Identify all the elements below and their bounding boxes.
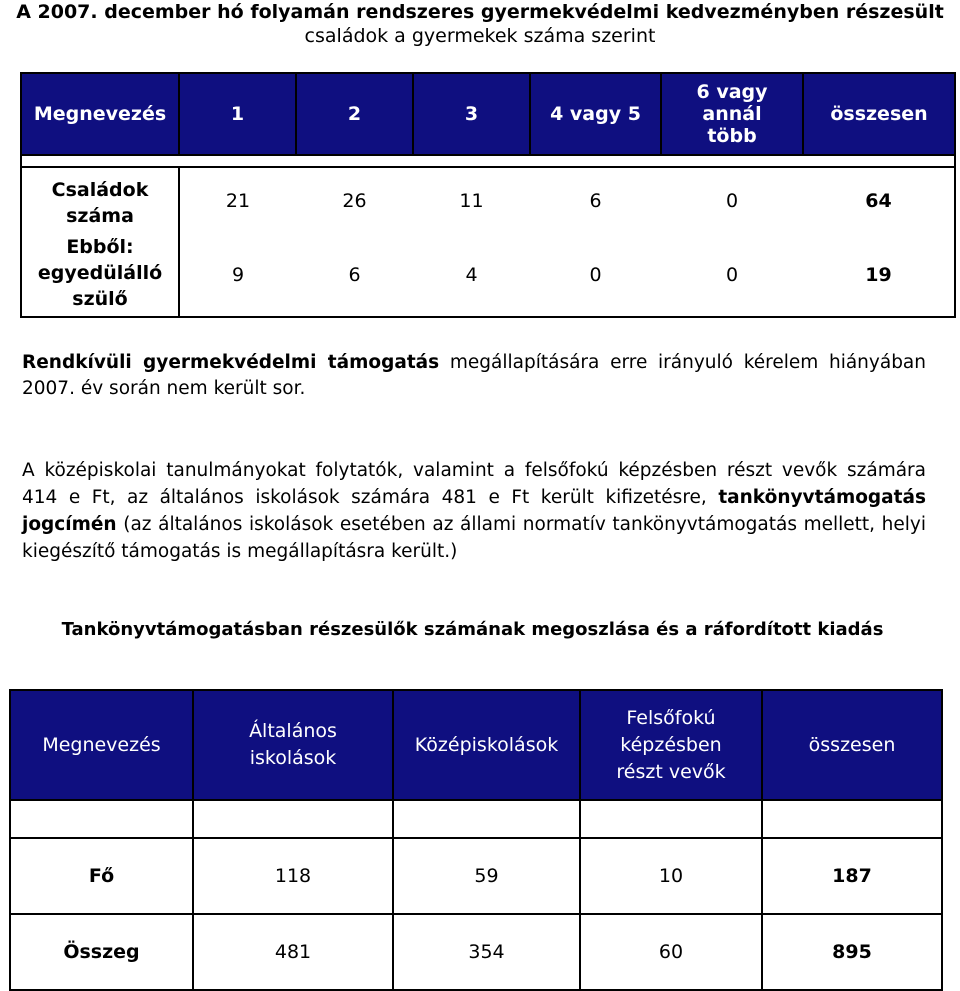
row-label: Összeg	[10, 914, 193, 990]
families-table-header	[21, 73, 955, 155]
table-row	[10, 838, 942, 914]
cell-value: 481	[193, 914, 393, 990]
textbook-table-header	[10, 690, 942, 800]
row-label: Ebből: egyedülálló szülő	[21, 234, 179, 317]
textbook-table	[9, 689, 943, 991]
paragraph-textbook-support	[22, 457, 926, 565]
cell-value: 0	[725, 264, 739, 286]
row-label: Fő	[10, 838, 193, 914]
cell-value: 10	[580, 838, 762, 914]
header-cell: 1	[179, 73, 296, 155]
section-subtitle: Tankönyvtámogatásban részesülők számának megoszlása és a ráfordított kiadás	[61, 619, 884, 640]
cell-value: 0	[725, 190, 739, 212]
row-total: 19	[865, 264, 892, 286]
header-cell: összesen	[830, 103, 928, 125]
cell-value: 9	[231, 264, 245, 286]
row-label: Családok száma	[21, 167, 179, 234]
row-total: 187	[762, 838, 942, 914]
paragraph-text: (az általános iskolások esetében az állami normatív tankönyvtámogatás mellett, helyi kiegészítő támogatás is megállapításra került.)	[22, 514, 926, 562]
cell-value: 354	[393, 914, 580, 990]
title-line-2: családok a gyermekek száma szerint	[304, 25, 656, 47]
header-cell: Megnevezés	[21, 73, 179, 155]
paragraph-bold: Rendkívüli gyermekvédelmi támogatás	[22, 352, 440, 373]
cell-value: 11	[459, 190, 484, 212]
table-row	[10, 914, 942, 990]
cell-value: 21	[225, 190, 251, 212]
header-cell: 3	[413, 73, 530, 155]
cell-value: 6	[348, 264, 361, 286]
title-line-1: A 2007. december hó folyamán rendszeres gyermekvédelmi kedvezményben részesült	[16, 1, 944, 23]
header-cell: Középiskolások	[393, 690, 580, 800]
spacer-row	[21, 155, 955, 167]
header-cell: 2	[296, 73, 413, 155]
header-cell: Megnevezés	[10, 690, 193, 800]
table-row	[21, 234, 955, 317]
header-cell: összesen	[808, 733, 896, 756]
cell-value: 118	[193, 838, 393, 914]
cell-value: 6	[589, 190, 602, 212]
table-row	[21, 167, 955, 234]
families-table	[20, 72, 956, 318]
paragraph-bold: tankönyvtámogatás jogcímén	[22, 487, 926, 535]
row-total: 64	[865, 190, 892, 212]
cell-value: 59	[393, 838, 580, 914]
header-cell: 6 vagy annál több	[661, 73, 803, 155]
header-cell: Felsőfokú képzésben részt vevők	[580, 690, 762, 800]
paragraph-text: A középiskolai tanulmányokat folytatók, valamint a felsőfokú képzésben részt vevők számára 414 e Ft, az általános iskolások számára 481 e Ft került kifizetésre,	[22, 460, 926, 508]
paragraph-text: megállapítására erre irányuló kérelem hiányában 2007. év során nem került sor.	[22, 352, 926, 399]
cell-value: 4	[465, 264, 478, 286]
row-total: 895	[762, 914, 942, 990]
header-cell: Általános iskolások	[193, 690, 393, 800]
document-title	[0, 0, 960, 48]
paragraph-emergency-support	[22, 350, 926, 402]
spacer-row	[10, 800, 942, 838]
header-cell: 4 vagy 5	[530, 73, 661, 155]
cell-value: 60	[580, 914, 762, 990]
cell-value: 26	[342, 190, 367, 212]
cell-value: 0	[589, 264, 602, 286]
